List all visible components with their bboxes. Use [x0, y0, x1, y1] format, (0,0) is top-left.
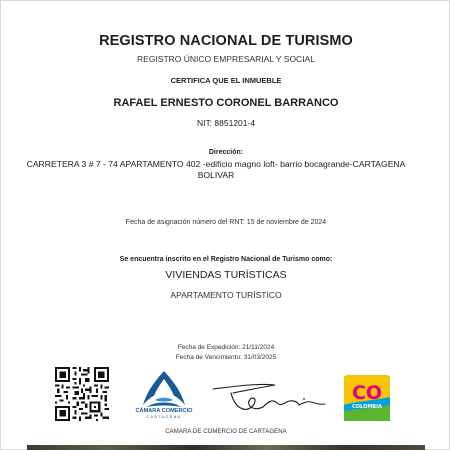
chamber-logo-city: CARTAGENA	[146, 415, 182, 419]
issue-date: Fecha de Expedición: 21/11/2024	[177, 344, 275, 351]
expiry-date: Fecha de Vencimiento: 31/03/2025	[175, 354, 277, 361]
assignment-date: Fecha de asignación número del RNT: 15 de noviembre de 2024	[125, 219, 327, 226]
certifica-heading: CERTIFICA QUE EL INMUEBLE	[170, 76, 282, 85]
bottom-photo-strip	[27, 445, 425, 450]
owner-name: RAFAEL ERNESTO CORONEL BARRANCO	[113, 97, 339, 109]
address-text: CARRETERA 3 # 7 - 74 APARTAMENTO 402 -edificio magno loft- barrio bocagrande-CARTAGENA BOLIVAR	[26, 159, 406, 180]
co-logo-text: CO	[351, 382, 383, 404]
nit-number: NIT: 8851201-4	[196, 118, 256, 128]
document-subtitle: REGISTRO ÚNICO EMPRESARIAL Y SOCIAL	[137, 54, 315, 64]
signature-icon	[211, 379, 331, 423]
qr-code-icon	[55, 367, 109, 421]
document-title: REGISTRO NACIONAL DE TURISMO	[99, 33, 353, 49]
footer-issuer: CAMARA DE COMERCIO DE CARTAGENA	[165, 429, 287, 435]
tourism-subcategory: APARTAMENTO TURÍSTICO	[170, 290, 282, 300]
address-label: Dirección:	[208, 149, 244, 156]
co-logo-country: COLOMBIA	[352, 404, 382, 410]
chamber-logo-name: CÁMARA COMERCIO	[135, 408, 193, 414]
registration-statement: Se encuentra inscrito en el Registro Nacional de Turismo como:	[119, 256, 333, 263]
tourism-category: VIVIENDAS TURÍSTICAS	[165, 269, 287, 281]
colombia-brand-logo-icon	[344, 375, 390, 421]
